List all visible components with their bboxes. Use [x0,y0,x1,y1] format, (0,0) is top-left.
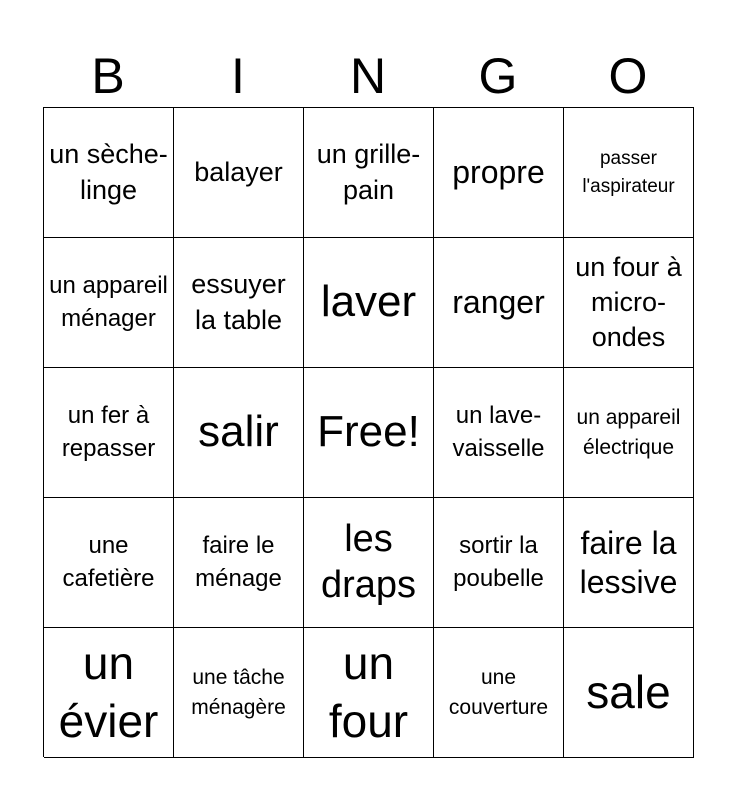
bingo-cell[interactable]: une couverture [434,628,564,758]
bingo-cell[interactable]: sortir la poubelle [434,498,564,628]
bingo-cell[interactable]: les draps [304,498,434,628]
free-space[interactable]: Free! [304,368,434,498]
bingo-cell[interactable]: laver [304,238,434,368]
bingo-cell[interactable]: un lave-vaisselle [434,368,564,498]
bingo-cell[interactable]: faire le ménage [174,498,304,628]
bingo-card [43,107,694,757]
bingo-cell[interactable]: un fer à repasser [44,368,174,498]
bingo-cell[interactable]: salir [174,368,304,498]
bingo-cell[interactable]: une tâche ménagère [174,628,304,758]
bingo-cell[interactable]: un évier [44,628,174,758]
bingo-cell[interactable]: propre [434,108,564,238]
bingo-cell[interactable]: un grille-pain [304,108,434,238]
bingo-cell[interactable]: essuyer la table [174,238,304,368]
bingo-cell[interactable]: un appareil ménager [44,238,174,368]
bingo-header [43,46,693,106]
bingo-cell[interactable]: un four à micro-ondes [564,238,694,368]
bingo-cell[interactable]: faire la lessive [564,498,694,628]
bingo-cell[interactable]: une cafetière [44,498,174,628]
bingo-cell[interactable]: un four [304,628,434,758]
bingo-cell[interactable]: passer l'aspirateur [564,108,694,238]
bingo-cell[interactable]: un sèche-linge [44,108,174,238]
header-letter-g: G [478,48,518,104]
bingo-cell[interactable]: sale [564,628,694,758]
bingo-cell[interactable]: ranger [434,238,564,368]
header-letter-n: N [349,48,387,104]
bingo-cell[interactable]: balayer [174,108,304,238]
header-letter-i: I [231,48,245,104]
bingo-cell[interactable]: un appareil électrique [564,368,694,498]
header-letter-o: O [608,48,648,104]
header-letter-b: B [91,48,125,104]
